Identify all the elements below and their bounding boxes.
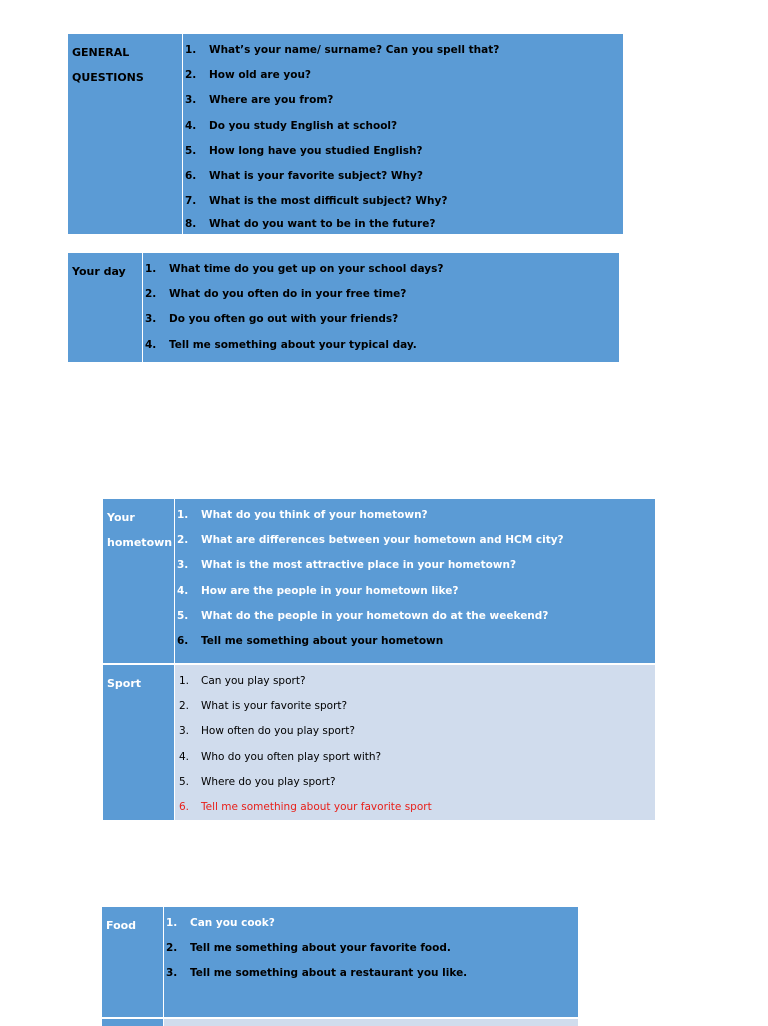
question-text: How old are you? bbox=[209, 69, 312, 82]
question-text: Can you play sport? bbox=[201, 675, 306, 687]
question-cell bbox=[164, 907, 579, 1018]
question-text: What do you often do in your free time? bbox=[169, 288, 407, 301]
question-text: What do the people in your hometown do at the weekend? bbox=[201, 609, 549, 622]
list-item bbox=[166, 911, 578, 936]
list-item bbox=[185, 38, 623, 63]
question-text: What do you want to be in the future? bbox=[209, 218, 436, 231]
item-number: 4. bbox=[177, 584, 189, 597]
question-cell bbox=[175, 664, 656, 820]
label-line: Food bbox=[106, 919, 137, 932]
list-item bbox=[145, 257, 619, 282]
list-item bbox=[185, 114, 623, 139]
item-number: 4. bbox=[185, 119, 197, 132]
question-text: What’s your name/ surname? Can you spell that? bbox=[209, 44, 500, 56]
item-number: 7. bbox=[185, 195, 197, 208]
list-item bbox=[177, 604, 655, 629]
list-item bbox=[185, 139, 623, 164]
question-text: What time do you get up on your school days? bbox=[169, 263, 444, 275]
item-number: 5. bbox=[177, 609, 189, 622]
question-text: Can you cook? bbox=[190, 917, 275, 929]
table-label-cell bbox=[102, 1018, 164, 1026]
question-text: Where are you from? bbox=[209, 94, 334, 107]
food-table bbox=[102, 907, 578, 1026]
item-number: 2. bbox=[177, 534, 189, 547]
item-number: 1. bbox=[185, 44, 197, 56]
question-cell bbox=[143, 253, 620, 362]
label-line: Sport bbox=[107, 677, 142, 690]
item-number: 4. bbox=[179, 750, 190, 763]
question-list bbox=[143, 253, 619, 358]
question-list bbox=[164, 907, 578, 987]
list-item bbox=[185, 88, 623, 113]
item-number: 1. bbox=[177, 509, 189, 521]
question-cell bbox=[175, 499, 656, 664]
table-label-cell bbox=[103, 499, 175, 664]
item-number: 2. bbox=[166, 942, 178, 955]
question-text: Tell me something about your favorite sport bbox=[201, 800, 432, 813]
item-number: 2. bbox=[185, 69, 197, 82]
list-item bbox=[185, 189, 623, 214]
table-label-cell bbox=[68, 253, 143, 362]
table-label-cell bbox=[102, 907, 164, 1018]
label-line: Your day bbox=[72, 265, 126, 278]
item-number: 1. bbox=[166, 917, 178, 929]
question-text: What are differences between your hometown and HCM city? bbox=[201, 534, 564, 547]
item-number: 3. bbox=[179, 725, 190, 738]
list-item bbox=[177, 579, 655, 604]
list-item bbox=[177, 528, 655, 553]
list-item bbox=[166, 961, 578, 986]
question-list bbox=[175, 665, 655, 820]
list-item bbox=[145, 282, 619, 307]
question-list bbox=[183, 34, 623, 234]
question-text: Tell me something about a restaurant you like. bbox=[190, 967, 468, 980]
list-item bbox=[177, 503, 655, 528]
item-number: 1. bbox=[179, 675, 190, 687]
label-line: Your bbox=[107, 511, 135, 524]
question-text: What is your favorite subject? Why? bbox=[209, 169, 423, 182]
item-number: 3. bbox=[185, 94, 197, 107]
label-line: QUESTIONS bbox=[72, 71, 144, 84]
question-text: Who do you often play sport with? bbox=[201, 750, 382, 763]
list-item bbox=[177, 553, 655, 578]
item-number: 1. bbox=[145, 263, 157, 275]
item-number: 5. bbox=[179, 775, 190, 788]
list-item bbox=[166, 936, 578, 961]
question-text: Tell me something about your favorite food. bbox=[190, 942, 451, 955]
list-item bbox=[177, 694, 655, 719]
question-text: Tell me something about your typical day. bbox=[169, 338, 417, 351]
item-number: 2. bbox=[145, 288, 157, 301]
item-number: 6. bbox=[179, 800, 190, 813]
list-item bbox=[177, 669, 655, 694]
label-line: hometown bbox=[107, 536, 173, 549]
list-item bbox=[185, 63, 623, 88]
question-list bbox=[175, 499, 655, 654]
question-text: How long have you studied English? bbox=[209, 144, 423, 157]
list-item bbox=[177, 629, 655, 654]
hometown-sport-table bbox=[103, 499, 655, 820]
item-number: 3. bbox=[166, 967, 178, 980]
your-day-table bbox=[68, 253, 619, 362]
question-text: What is the most difficult subject? Why? bbox=[209, 195, 448, 208]
item-number: 8. bbox=[185, 218, 197, 231]
question-text: What is the most attractive place in your hometown? bbox=[201, 559, 517, 572]
item-number: 6. bbox=[177, 634, 189, 647]
list-item bbox=[185, 164, 623, 189]
list-item bbox=[177, 719, 655, 744]
general-questions-table bbox=[68, 34, 623, 234]
question-text: Do you often go out with your friends? bbox=[169, 313, 399, 326]
question-cell bbox=[164, 1018, 579, 1026]
question-text: How are the people in your hometown like? bbox=[201, 584, 459, 597]
question-text: What is your favorite sport? bbox=[201, 700, 348, 713]
question-text: Where do you play sport? bbox=[201, 775, 336, 788]
list-item bbox=[145, 333, 619, 358]
list-item bbox=[185, 214, 623, 234]
table-label-cell bbox=[68, 34, 183, 234]
highlighted-list-item bbox=[177, 795, 655, 820]
list-item bbox=[145, 307, 619, 332]
item-number: 5. bbox=[185, 144, 197, 157]
question-text: What do you think of your hometown? bbox=[201, 509, 428, 521]
list-item bbox=[177, 745, 655, 770]
item-number: 6. bbox=[185, 169, 197, 182]
item-number: 4. bbox=[145, 338, 157, 351]
list-item bbox=[177, 770, 655, 795]
item-number: 3. bbox=[177, 559, 189, 572]
question-cell bbox=[183, 34, 624, 234]
item-number: 2. bbox=[179, 700, 190, 713]
item-number: 3. bbox=[145, 313, 157, 326]
label-line: GENERAL bbox=[72, 46, 130, 59]
table-label-cell bbox=[103, 664, 175, 820]
question-text: Do you study English at school? bbox=[209, 119, 398, 132]
question-text: Tell me something about your hometown bbox=[201, 634, 444, 647]
question-text: How often do you play sport? bbox=[201, 725, 355, 738]
